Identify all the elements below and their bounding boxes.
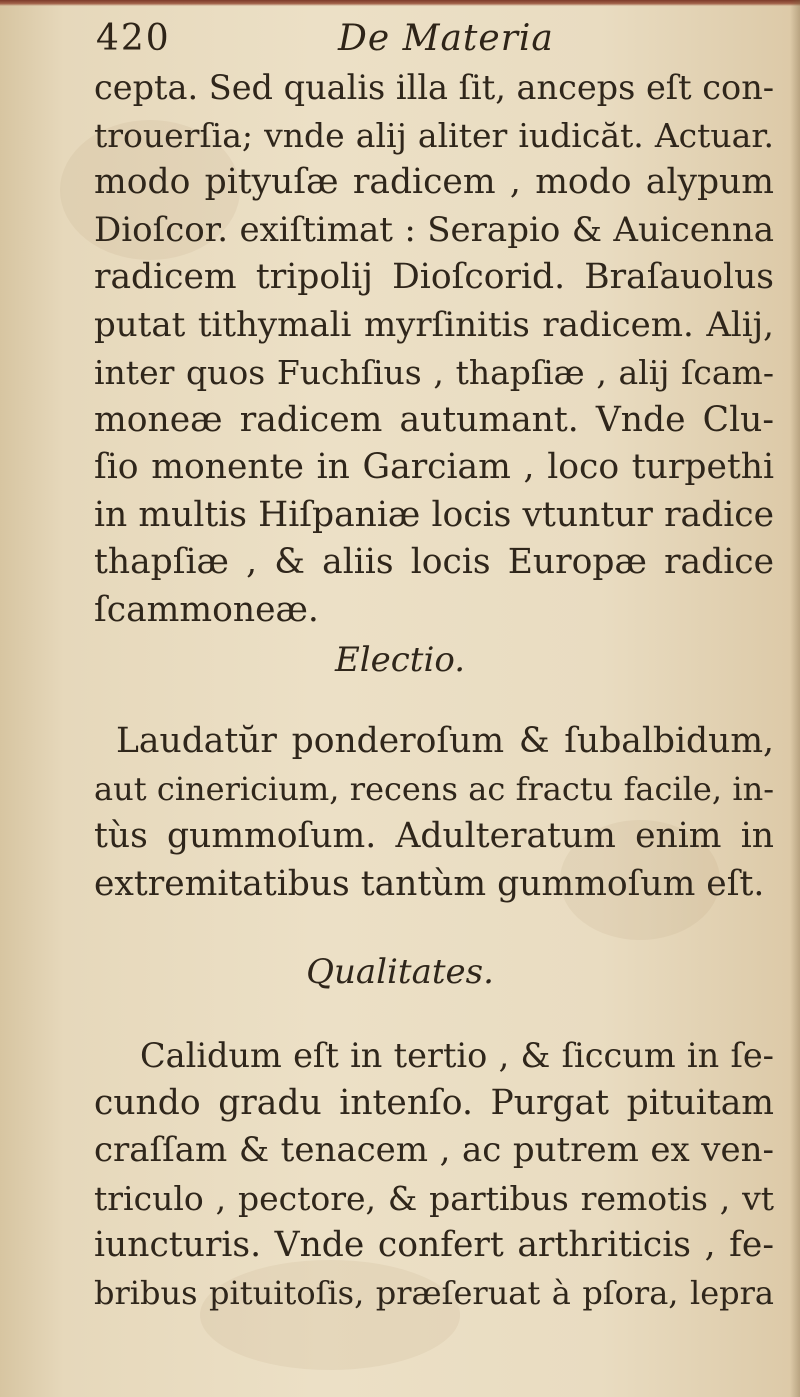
running-title: De Materia: [338, 18, 554, 59]
text-line: ſcammoneæ.: [94, 589, 319, 630]
text-line: Dioſcor. exiſtimat : Serapio & Auicenna: [94, 209, 774, 250]
paragraph-qualitates: [94, 1032, 774, 1317]
text-line: modo pityuſæ radicem , modo alypum: [94, 162, 774, 202]
text-line: extremitatibus tantùm gummoſum eſt.: [94, 863, 765, 904]
page-number: 420: [96, 18, 171, 59]
text-line: ſio monente in Garciam , loco turpethi: [94, 447, 774, 487]
page-header: [0, 10, 800, 68]
text-line: inter quos Fuchſius , thapſiæ , alij ſcam-: [94, 353, 774, 392]
text-line: iuncturis. Vnde confert arthriticis , fe-: [94, 1225, 774, 1265]
text-line: Laudatŭr ponderoſum & ſubalbidum,: [116, 721, 774, 761]
text-line: tùs gummoſum. Adulteratum enim in: [94, 816, 774, 856]
text-line: trouerſia; vnde alij aliter iudicăt. Actuar.: [94, 115, 774, 155]
paragraph-intro: [94, 64, 774, 634]
text-line: thapſiæ , & aliis locis Europæ radice: [94, 542, 774, 582]
text-line: putat tithymali myrſinitis radicem. Alij,: [94, 304, 774, 345]
text-line: aut cinericium, recens ac fractu facile, in-: [94, 769, 774, 808]
text-line: in multis Hiſpaniæ locis vtuntur radice: [94, 494, 774, 535]
text-line: cundo gradu intenſo. Purgat pituitam: [94, 1082, 774, 1123]
text-line: cepta. Sed qualis illa ſit, anceps eſt con-: [94, 68, 775, 107]
text-line: bribus pituitoſis, præſeruat à pſora, lepra: [94, 1273, 774, 1312]
page-top-edge: [0, 0, 800, 6]
text-line: triculo , pectore, & partibus remotis , vt: [94, 1178, 774, 1218]
text-line: radicem tripolij Dioſcorid. Braſauolus: [94, 257, 774, 297]
text-line: craſſam & tenacem , ac putrem ex ven-: [94, 1130, 774, 1170]
section-heading-electio: Electio.: [334, 640, 466, 680]
text-line: Calidum eſt in tertio , & ſiccum in ſe-: [140, 1036, 774, 1075]
text-line: moneæ radicem autumant. Vnde Clu-: [94, 399, 774, 440]
section-heading-qualitates: Qualitates.: [306, 952, 494, 992]
page-right-edge: [790, 0, 800, 1397]
paragraph-electio: [94, 718, 774, 908]
